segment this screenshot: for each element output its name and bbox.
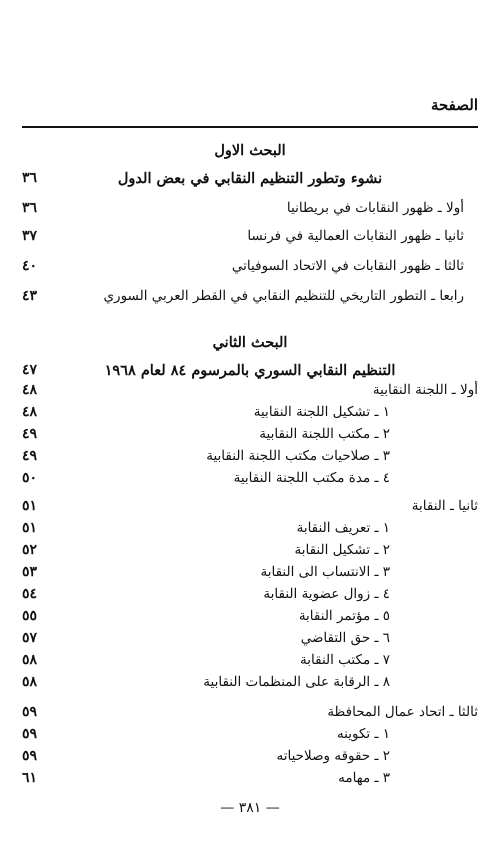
toc-page-number: ٥٨	[22, 674, 38, 690]
toc-entry: ٢ ـ مكتب اللجنة النقابية	[259, 426, 390, 442]
toc-row	[22, 630, 478, 652]
toc-row	[22, 448, 478, 470]
section-1-heading: نشوء وتطور التنظيم النقابي في بعض الدول	[117, 170, 383, 187]
toc-row	[22, 382, 478, 404]
toc-page-number: ٥١	[22, 498, 38, 514]
toc-entry: أولا ـ ظهور النقابات في بريطانيا	[286, 200, 464, 216]
section-2-heading-row	[22, 362, 478, 384]
toc-page-number: ٥٩	[22, 726, 38, 742]
section-1-heading-page: ٣٦	[22, 170, 38, 186]
toc-entry: ٨ ـ الرقابة على المنظمات النقابية	[203, 674, 390, 690]
toc-page-number: ٤٩	[22, 426, 38, 442]
header-rule	[22, 126, 478, 128]
toc-row	[22, 288, 478, 310]
toc-page-number: ٥١	[22, 520, 38, 536]
toc-page-number: ٤٨	[22, 382, 38, 398]
toc-row	[22, 200, 478, 222]
toc-entry: ٢ ـ حقوقه وصلاحياته	[276, 748, 390, 764]
toc-row	[22, 470, 478, 492]
toc-row	[22, 564, 478, 586]
toc-entry: ١ ـ تكوينه	[336, 726, 390, 742]
toc-page-number: ٥٤	[22, 586, 38, 602]
toc-page-number: ٥٧	[22, 630, 38, 646]
toc-row	[22, 652, 478, 674]
toc-page-number: ٤٨	[22, 404, 38, 420]
toc-row	[22, 228, 478, 250]
toc-entry: ٢ ـ تشكيل النقابة	[294, 542, 390, 558]
toc-page-number: ٥٠	[22, 470, 38, 486]
toc-entry: ١ ـ تعريف النقابة	[296, 520, 390, 536]
section-2-heading: التنظيم النقابي السوري بالمرسوم ٨٤ لعام ١٩٦٨	[104, 362, 396, 379]
page-number-footer: — ٣٨١ —	[220, 800, 280, 816]
toc-subsection: ثالثا ـ اتحاد عمال المحافظة	[327, 704, 478, 720]
toc-subsection: ثانيا ـ النقابة	[411, 498, 478, 514]
toc-row	[22, 542, 478, 564]
section-1-heading-row	[22, 170, 478, 192]
toc-row	[22, 498, 478, 520]
toc-page-number: ٤٠	[22, 258, 38, 274]
toc-entry: ثالثا ـ ظهور النقابات في الاتحاد السوفياتي	[231, 258, 464, 274]
toc-page-number: ٥٥	[22, 608, 38, 624]
toc-page-number: ٥٣	[22, 564, 38, 580]
toc-page-number: ٦١	[22, 770, 38, 786]
toc-entry: ٣ ـ الانتساب الى النقابة	[260, 564, 390, 580]
toc-row	[22, 674, 478, 696]
toc-row	[22, 704, 478, 726]
toc-page-number: ٥٩	[22, 748, 38, 764]
toc-row	[22, 258, 478, 280]
toc-entry: ١ ـ تشكيل اللجنة النقابية	[253, 404, 390, 420]
toc-entry: ٦ ـ حق التقاضي	[300, 630, 390, 646]
toc-row	[22, 726, 478, 748]
page-column-header: الصفحة	[430, 96, 478, 114]
toc-subsection: أولا ـ اللجنة النقابية	[372, 382, 478, 398]
section-1-title: البحث الاول	[214, 142, 286, 159]
toc-page-number: ٥٨	[22, 652, 38, 668]
toc-page-number: ٤٣	[22, 288, 38, 304]
toc-row	[22, 586, 478, 608]
toc-row	[22, 608, 478, 630]
toc-entry: ٥ ـ مؤتمر النقابة	[298, 608, 390, 624]
toc-entry: رابعا ـ التطور التاريخي للتنظيم النقابي في القطر العربي السوري	[103, 288, 464, 304]
section-2-title: البحث الثاني	[212, 334, 288, 351]
toc-entry: ثانيا ـ ظهور النقابات العمالية في فرنسا	[247, 228, 464, 244]
toc-page-number: ٤٩	[22, 448, 38, 464]
toc-entry: ٧ ـ مكتب النقابة	[300, 652, 390, 668]
toc-entry: ٤ ـ زوال عضوية النقابة	[263, 586, 390, 602]
toc-row	[22, 426, 478, 448]
toc-row	[22, 770, 478, 792]
section-2-heading-page: ٤٧	[22, 362, 38, 378]
toc-row	[22, 520, 478, 542]
toc-page-number: ٥٩	[22, 704, 38, 720]
toc-row	[22, 404, 478, 426]
toc-entry: ٣ ـ مهامه	[338, 770, 390, 786]
toc-row	[22, 748, 478, 770]
toc-page-number: ٥٢	[22, 542, 38, 558]
toc-page-number: ٣٧	[22, 228, 38, 244]
toc-entry: ٣ ـ صلاحيات مكتب اللجنة النقابية	[206, 448, 390, 464]
toc-page-number: ٣٦	[22, 200, 38, 216]
toc-entry: ٤ ـ مدة مكتب اللجنة النقابية	[233, 470, 390, 486]
